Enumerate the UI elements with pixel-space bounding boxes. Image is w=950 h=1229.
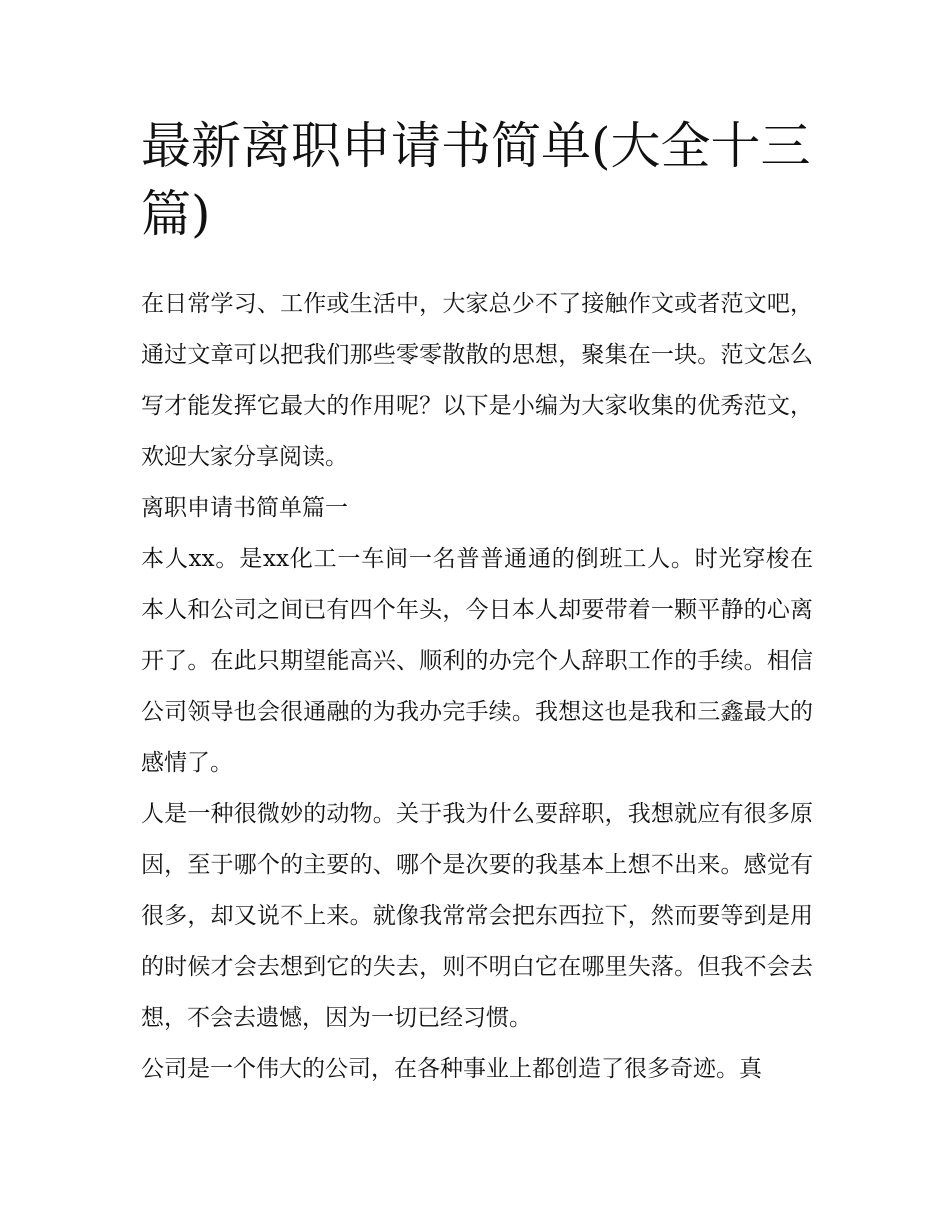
body-paragraph: 公司是一个伟大的公司，在各种事业上都创造了很多奇迹。真 xyxy=(141,1056,762,1082)
body-paragraph: 本人xx。是xx化工一车间一名普普通通的倒班工人。时光穿梭在本人和公司之间已有四个年头，今日本人却要带着一颗平静的心离开了。在此只期望能高兴、顺利的办完个人辞职工作的手续。相信公司领导也会很通融的为我办完手续。我想这也是我和三鑫最大的感情了。 xyxy=(141,546,813,776)
section-heading: 离职申请书简单篇一 xyxy=(141,495,348,521)
document-body xyxy=(141,279,813,1095)
document-page xyxy=(141,112,813,1095)
document-title: 最新离职申请书简单(大全十三篇) xyxy=(141,117,811,243)
body-paragraph: 人是一种很微妙的动物。关于我为什么要辞职，我想就应有很多原因，至于哪个的主要的、哪个是次要的我基本上想不出来。感觉有很多，却又说不上来。就像我常常会把东西拉下，然而要等到是用的时候才会去想到它的失去，则不明白它在哪里失落。但我不会去想，不会去遗憾，因为一切已经习惯。 xyxy=(141,801,813,1031)
intro-paragraph: 在日常学习、工作或生活中，大家总少不了接触作文或者范文吧，通过文章可以把我们那些零零散散的思想，聚集在一块。范文怎么写才能发挥它最大的作用呢？以下是小编为大家收集的优秀范文，欢迎大家分享阅读。 xyxy=(141,291,813,470)
